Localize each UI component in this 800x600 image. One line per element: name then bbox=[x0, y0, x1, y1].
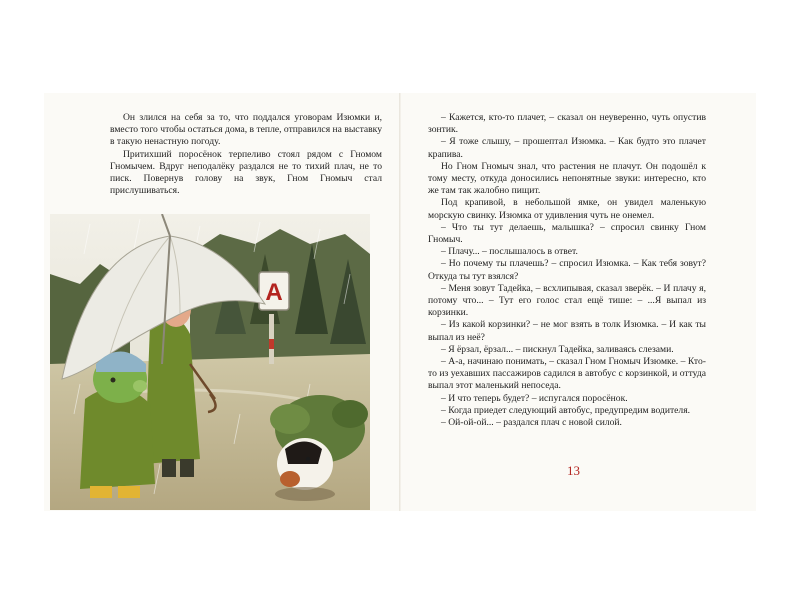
book-gutter bbox=[399, 93, 401, 511]
right-paragraph-4: Под крапивой, в небольшой ямке, он увидел маленькую морскую свинку. Изюмка от удивления чуть не онемел. bbox=[428, 197, 706, 221]
left-paragraph-2: Притихший поросёнок терпеливо стоял рядом с Гномом Гномычем. Вдруг неподалёку раздался не то тихий плач, не то писк. Повернув голову на звук, Гном Гномыч стал прислушиваться. bbox=[110, 148, 382, 197]
right-paragraph-9: – Из какой корзинки? – не мог взять в толк Изюмка. – И как ты выпал из неё? bbox=[428, 319, 706, 343]
right-paragraph-10: – Я ёрзал, ёрзал... – пискнул Тадейка, заливаясь слезами. bbox=[441, 343, 674, 355]
illustration bbox=[50, 214, 370, 510]
right-paragraph-14: – Ой-ой-ой... – раздался плач с новой силой. bbox=[441, 417, 622, 429]
page-number: 13 bbox=[567, 463, 580, 478]
right-paragraph-11: – А-а, начинаю понимать, – сказал Гном Гномыч Изюмке. – Кто-то из уехавших пассажиров садился в автобус с корзинкой, и оттуда выпал этот маленький непоседа. bbox=[428, 356, 706, 392]
right-paragraph-12: – И что теперь будет? – испугался поросёнок. bbox=[441, 392, 628, 404]
left-paragraph-1: Он злился на себя за то, что поддался уговорам Изюмки и, вместо того чтобы остаться дома, в тепле, отправился на выставку в такую ненастную погоду. bbox=[110, 112, 382, 148]
right-paragraph-6: – Плачу... – послышалось в ответ. bbox=[441, 246, 578, 258]
right-paragraph-7: – Но почему ты плачешь? – спросил Изюмка. – Как тебя зовут? Откуда ты тут взялся? bbox=[428, 258, 706, 282]
right-paragraph-1: – Кажется, кто-то плачет, – сказал он неуверенно, чуть опустив зонтик. bbox=[428, 112, 706, 136]
right-page-text bbox=[428, 112, 706, 429]
sign-letter: А bbox=[265, 279, 283, 306]
right-paragraph-8: – Меня зовут Тадейка, – всхлипывая, сказал зверёк. – И плачу я, потому что... – Тут его голос стал ещё тише: – ...Я выпал из корзинки. bbox=[428, 282, 706, 319]
illustration-art bbox=[50, 214, 370, 510]
guinea-pig-character bbox=[275, 438, 335, 501]
right-paragraph-5: – Что ты тут делаешь, малышка? – спросил свинку Гном Гномыч. bbox=[428, 221, 706, 246]
right-paragraph-13: – Когда приедет следующий автобус, предупредим водителя. bbox=[441, 404, 691, 416]
left-page-text bbox=[110, 112, 382, 197]
right-paragraph-3: Но Гном Гномыч знал, что растения не плачут. Он подошёл к тому месту, откуда доносились непонятные звуки: интересно, кто же там так жалобно пищит. bbox=[428, 160, 706, 197]
right-paragraph-2: – Я тоже слышу, – прошептал Изюмка. – Как будто это плачет крапива. bbox=[428, 136, 706, 160]
